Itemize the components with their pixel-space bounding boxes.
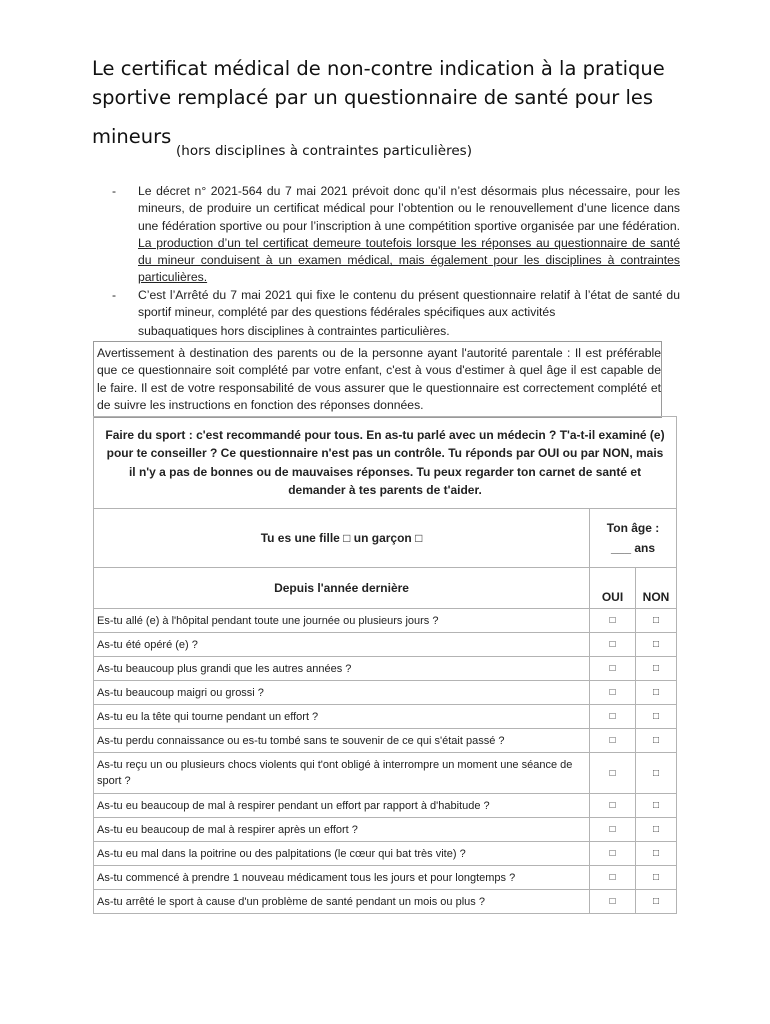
question-text: As-tu eu beaucoup de mal à respirer après un effort ? [94,818,590,842]
question-text: Es-tu allé (e) à l'hôpital pendant toute une journée ou plusieurs jours ? [94,609,590,633]
page-subtitle: (hors disciplines à contraintes particulières) [176,143,472,159]
gender-field[interactable]: Tu es une fille □ un garçon □ [94,509,590,568]
yes-checkbox[interactable]: □ [590,866,636,890]
age-label: Ton âge : [606,521,660,535]
table-row [94,705,677,729]
bullet-text-continued: subaquatiques hors disciplines à contraintes particulières. [138,324,450,338]
yes-checkbox[interactable]: □ [590,842,636,866]
no-checkbox[interactable]: □ [636,842,677,866]
table-row [94,753,677,794]
question-text: As-tu perdu connaissance ou es-tu tombé sans te souvenir de ce qui s'était passé ? [94,729,590,753]
page-title: Le certificat médical de non-contre indication à la pratique sportive remplacé par un questionnaire de santé pour les [92,57,665,109]
question-text: As-tu eu beaucoup de mal à respirer pendant un effort par rapport à d'habitude ? [94,794,590,818]
bullet-item-arrete [112,287,680,322]
yes-checkbox[interactable]: □ [590,681,636,705]
bullet-text: C’est l’Arrêté du 7 mai 2021 qui fixe le contenu du présent questionnaire relatif à l’état de santé du sportif mineur, complété par des questions fédérales spécifiques aux activités [138,287,680,320]
yes-column-header: OUI [590,568,636,609]
question-text: As-tu beaucoup plus grandi que les autres années ? [94,657,590,681]
question-text: As-tu arrêté le sport à cause d'un problème de santé pendant un mois ou plus ? [94,890,590,914]
yes-checkbox[interactable]: □ [590,609,636,633]
no-checkbox[interactable]: □ [636,633,677,657]
no-checkbox[interactable]: □ [636,705,677,729]
age-value: ___ ans [611,541,656,555]
question-text: As-tu été opéré (e) ? [94,633,590,657]
bullet-text: Le décret n° 2021-564 du 7 mai 2021 prévoit donc qu’il n’est désormais plus nécessaire, pour les mineurs, de produire un certificat médical pour l’obtention ou le renouvellement d’une licence dans une fédération sportive ou pour l’inscription à une compétition sportive organisée par une fédération. [138,184,680,233]
table-row [94,657,677,681]
yes-checkbox[interactable]: □ [590,705,636,729]
no-checkbox[interactable]: □ [636,818,677,842]
question-text: As-tu eu la tête qui tourne pendant un effort ? [94,705,590,729]
no-checkbox[interactable]: □ [636,657,677,681]
health-questionnaire-table [93,416,677,914]
bullet-list [112,183,680,321]
yes-checkbox[interactable]: □ [590,753,636,794]
table-header-row [94,568,677,609]
yes-checkbox[interactable]: □ [590,818,636,842]
question-text: As-tu reçu un ou plusieurs chocs violents qui t'ont obligé à interrompre un moment une séance de sport ? [94,753,590,794]
yes-checkbox[interactable]: □ [590,729,636,753]
no-checkbox[interactable]: □ [636,753,677,794]
no-checkbox[interactable]: □ [636,866,677,890]
table-row [94,890,677,914]
yes-checkbox[interactable]: □ [590,633,636,657]
table-row [94,609,677,633]
questionnaire-intro: Faire du sport : c'est recommandé pour tous. En as-tu parlé avec un médecin ? T'a-t-il examiné (e) pour te conseiller ? Ce questionnaire n'est pas un contrôle. Tu réponds par OUI ou par NON, mais il n'y a pas de bonnes ou de mauvaises réponses. Tu peux regarder ton carnet de santé et demander à tes parents de t'aider. [94,417,677,509]
yes-checkbox[interactable]: □ [590,890,636,914]
question-text: As-tu eu mal dans la poitrine ou des palpitations (le cœur qui bat très vite) ? [94,842,590,866]
no-checkbox[interactable]: □ [636,681,677,705]
table-row [94,794,677,818]
table-row [94,633,677,657]
yes-checkbox[interactable]: □ [590,794,636,818]
table-row [94,842,677,866]
no-checkbox[interactable]: □ [636,794,677,818]
no-checkbox[interactable]: □ [636,890,677,914]
question-text: As-tu beaucoup maigri ou grossi ? [94,681,590,705]
since-last-year-header: Depuis l'année dernière [94,568,590,609]
bullet-dash: - [112,184,117,198]
page-title-last-word: mineurs [92,125,172,148]
no-column-header: NON [636,568,677,609]
table-row [94,681,677,705]
yes-checkbox[interactable]: □ [590,657,636,681]
table-row [94,866,677,890]
table-intro-row [94,417,677,509]
table-row [94,818,677,842]
table-identity-row [94,509,677,568]
question-text: As-tu commencé à prendre 1 nouveau médicament tous les jours et pour longtemps ? [94,866,590,890]
no-checkbox[interactable]: □ [636,609,677,633]
no-checkbox[interactable]: □ [636,729,677,753]
bullet-item-decree [112,183,680,287]
parent-warning-box: Avertissement à destination des parents ou de la personne ayant l'autorité parentale : Il est préférable que ce questionnaire soit complété par votre enfant, c'est à vous d'estimer à quel âge il est capable de le faire. Il est de votre responsabilité de vous assurer que le questionnaire est correctement complété et de suivre les instructions en fonction des réponses données. [93,341,662,418]
age-field[interactable] [590,509,677,568]
bullet-dash: - [112,287,117,302]
table-row [94,729,677,753]
bullet-text-underlined: La production d’un tel certificat demeure toutefois lorsque les réponses au questionnaire de santé du mineur conduisent à un examen médical, mais également pour les disciplines à contraintes particulières. [138,235,680,285]
